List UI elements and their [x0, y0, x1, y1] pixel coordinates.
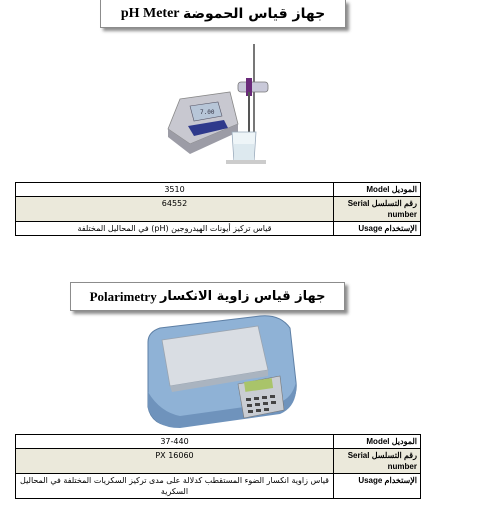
serial-label: رقم التسلسل Serial number	[334, 449, 421, 474]
polarimetry-title-en: Polarimetry	[89, 288, 157, 304]
table-row	[16, 474, 421, 499]
serial-label: رقم التسلسل Serial number	[334, 197, 421, 222]
ph-meter-image	[160, 44, 275, 169]
polarimetry-title	[70, 282, 345, 311]
table-row	[16, 435, 421, 449]
table-row	[16, 222, 421, 236]
polarimetry-spec-table	[15, 434, 421, 499]
model-label: الموديل Model	[334, 435, 421, 449]
usage-label: الإستخدام Usage	[334, 474, 421, 499]
model-value: 3510	[16, 183, 334, 197]
serial-value: PX 16060	[16, 449, 334, 474]
table-row	[16, 197, 421, 222]
polarimeter-image	[140, 312, 300, 430]
ph-meter-title-en: pH Meter	[120, 5, 180, 21]
model-label: الموديل Model	[334, 183, 421, 197]
usage-value: قياس تركيز أيونات الهيدروجين (pH) في المحاليل المختلفة	[16, 222, 334, 236]
ph-meter-title-ar: جهاز قياس الحموضة	[183, 5, 326, 22]
polarimetry-title-ar: جهاز قياس زاوية الانكسار	[159, 289, 326, 304]
table-row	[16, 449, 421, 474]
usage-value: قياس زاوية انكسار الضوء المستقطب كدلالة على مدى تركيز السكريات المختلفة في المحاليل السكرية	[16, 474, 334, 499]
serial-value: 64552	[16, 197, 334, 222]
ph-meter-spec-table	[15, 182, 421, 236]
usage-label: الإستخدام Usage	[334, 222, 421, 236]
model-value: 37-440	[16, 435, 334, 449]
svg-text:7.00: 7.00	[200, 109, 215, 116]
table-row	[16, 183, 421, 197]
ph-meter-title	[100, 0, 346, 28]
